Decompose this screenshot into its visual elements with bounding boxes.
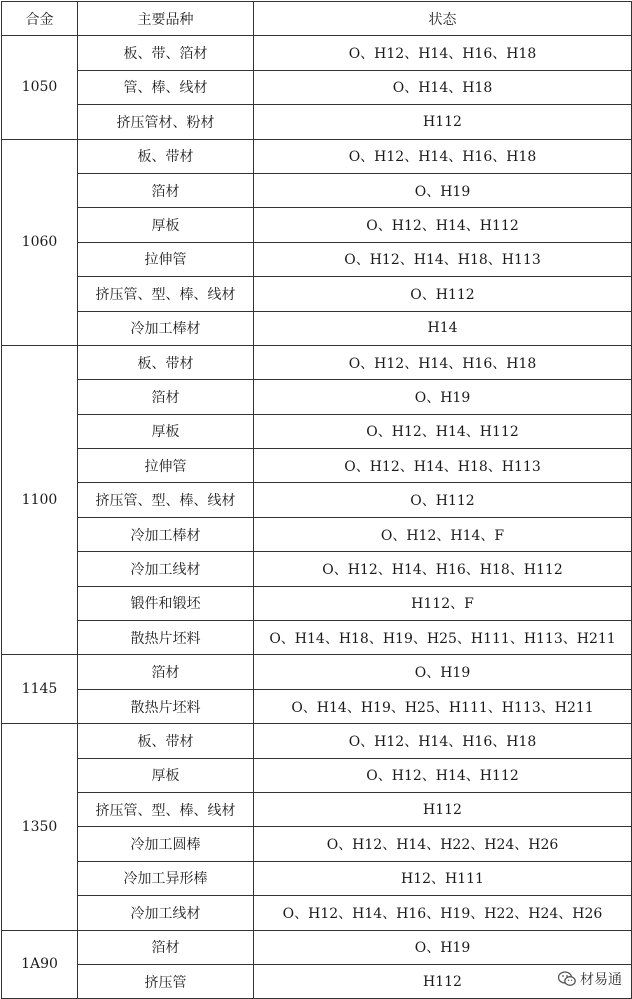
temper-cell: H12、H111 xyxy=(254,861,632,895)
table-row xyxy=(2,724,632,758)
table-row xyxy=(2,517,632,551)
variety-cell: 板、带材 xyxy=(78,724,254,758)
variety-cell: 拉伸管 xyxy=(78,242,254,276)
temper-cell: H112、F xyxy=(254,586,632,620)
variety-cell: 冷加工棒材 xyxy=(78,517,254,551)
variety-cell: 板、带材 xyxy=(78,139,254,173)
temper-cell: O、H12、H14、H18、H113 xyxy=(254,449,632,483)
temper-cell: O、H112 xyxy=(254,277,632,311)
table-row xyxy=(2,311,632,345)
temper-cell: O、H19 xyxy=(254,380,632,414)
table-row xyxy=(2,896,632,930)
table-row xyxy=(2,792,632,826)
table-row xyxy=(2,173,632,207)
temper-cell: O、H14、H19、H25、H111、H113、H211 xyxy=(254,689,632,723)
temper-cell: O、H112 xyxy=(254,483,632,517)
table-row xyxy=(2,380,632,414)
variety-cell: 箔材 xyxy=(78,930,254,964)
table-row xyxy=(2,861,632,895)
temper-cell: O、H12、H14、H112 xyxy=(254,414,632,448)
variety-cell: 板、带材 xyxy=(78,345,254,379)
temper-cell: O、H19 xyxy=(254,173,632,207)
temper-cell: O、H12、H14、H112 xyxy=(254,758,632,792)
variety-cell: 散热片坯料 xyxy=(78,689,254,723)
temper-cell: O、H19 xyxy=(254,930,632,964)
variety-cell: 冷加工圆棒 xyxy=(78,827,254,861)
temper-cell: O、H12、H14、H22、H24、H26 xyxy=(254,827,632,861)
alloy-temper-table xyxy=(1,1,632,999)
temper-cell: O、H12、H14、H112 xyxy=(254,208,632,242)
variety-cell: 冷加工棒材 xyxy=(78,311,254,345)
table-row xyxy=(2,242,632,276)
table-row xyxy=(2,621,632,655)
table-row xyxy=(2,277,632,311)
table-row xyxy=(2,345,632,379)
header-variety: 主要品种 xyxy=(78,2,254,36)
variety-cell: 挤压管 xyxy=(78,964,254,998)
variety-cell: 冷加工异形棒 xyxy=(78,861,254,895)
variety-cell: 厚板 xyxy=(78,414,254,448)
alloy-cell: 1050 xyxy=(2,36,78,139)
table-row xyxy=(2,139,632,173)
temper-cell: O、H19 xyxy=(254,655,632,689)
table-row xyxy=(2,758,632,792)
table-row xyxy=(2,36,632,70)
alloy-cell: 1A90 xyxy=(2,930,78,999)
variety-cell: 散热片坯料 xyxy=(78,621,254,655)
variety-cell: 箔材 xyxy=(78,380,254,414)
variety-cell: 管、棒、线材 xyxy=(78,70,254,104)
temper-cell: O、H12、H14、H16、H18 xyxy=(254,36,632,70)
temper-cell: H112 xyxy=(254,105,632,139)
watermark xyxy=(554,967,626,991)
header-alloy: 合金 xyxy=(2,2,78,36)
table-row xyxy=(2,208,632,242)
table-row xyxy=(2,689,632,723)
variety-cell: 拉伸管 xyxy=(78,449,254,483)
temper-cell: O、H12、H14、H16、H18、H112 xyxy=(254,552,632,586)
table-row xyxy=(2,552,632,586)
alloy-cell: 1350 xyxy=(2,724,78,930)
table-row xyxy=(2,414,632,448)
wechat-icon xyxy=(558,971,576,987)
alloy-cell: 1100 xyxy=(2,345,78,655)
alloy-cell: 1060 xyxy=(2,139,78,345)
temper-cell: O、H12、H14、H16、H19、H22、H24、H26 xyxy=(254,896,632,930)
table-row xyxy=(2,105,632,139)
temper-cell: O、H12、H14、F xyxy=(254,517,632,551)
variety-cell: 冷加工线材 xyxy=(78,552,254,586)
temper-cell: H14 xyxy=(254,311,632,345)
table-row xyxy=(2,964,632,998)
header-temper: 状态 xyxy=(254,2,632,36)
table-row xyxy=(2,655,632,689)
temper-cell: O、H12、H14、H16、H18 xyxy=(254,724,632,758)
variety-cell: 挤压管、型、棒、线材 xyxy=(78,277,254,311)
temper-cell: O、H12、H14、H16、H18 xyxy=(254,139,632,173)
variety-cell: 厚板 xyxy=(78,758,254,792)
variety-cell: 锻件和锻坯 xyxy=(78,586,254,620)
variety-cell: 挤压管、型、棒、线材 xyxy=(78,483,254,517)
table-row xyxy=(2,449,632,483)
variety-cell: 箔材 xyxy=(78,173,254,207)
alloy-cell: 1145 xyxy=(2,655,78,724)
temper-cell: O、H14、H18 xyxy=(254,70,632,104)
table-row xyxy=(2,930,632,964)
variety-cell: 箔材 xyxy=(78,655,254,689)
variety-cell: 厚板 xyxy=(78,208,254,242)
variety-cell: 板、带、箔材 xyxy=(78,36,254,70)
variety-cell: 挤压管、型、棒、线材 xyxy=(78,792,254,826)
temper-cell: O、H14、H18、H19、H25、H111、H113、H211 xyxy=(254,621,632,655)
watermark-text: 材易通 xyxy=(580,972,622,988)
table-row xyxy=(2,483,632,517)
temper-cell: H112 xyxy=(254,964,632,998)
table-body xyxy=(2,36,632,999)
temper-cell: O、H12、H14、H18、H113 xyxy=(254,242,632,276)
temper-cell: O、H12、H14、H16、H18 xyxy=(254,345,632,379)
temper-cell: H112 xyxy=(254,792,632,826)
table-row xyxy=(2,827,632,861)
table-row xyxy=(2,70,632,104)
variety-cell: 挤压管材、粉材 xyxy=(78,105,254,139)
variety-cell: 冷加工线材 xyxy=(78,896,254,930)
table-row xyxy=(2,586,632,620)
table-header-row xyxy=(2,2,632,36)
